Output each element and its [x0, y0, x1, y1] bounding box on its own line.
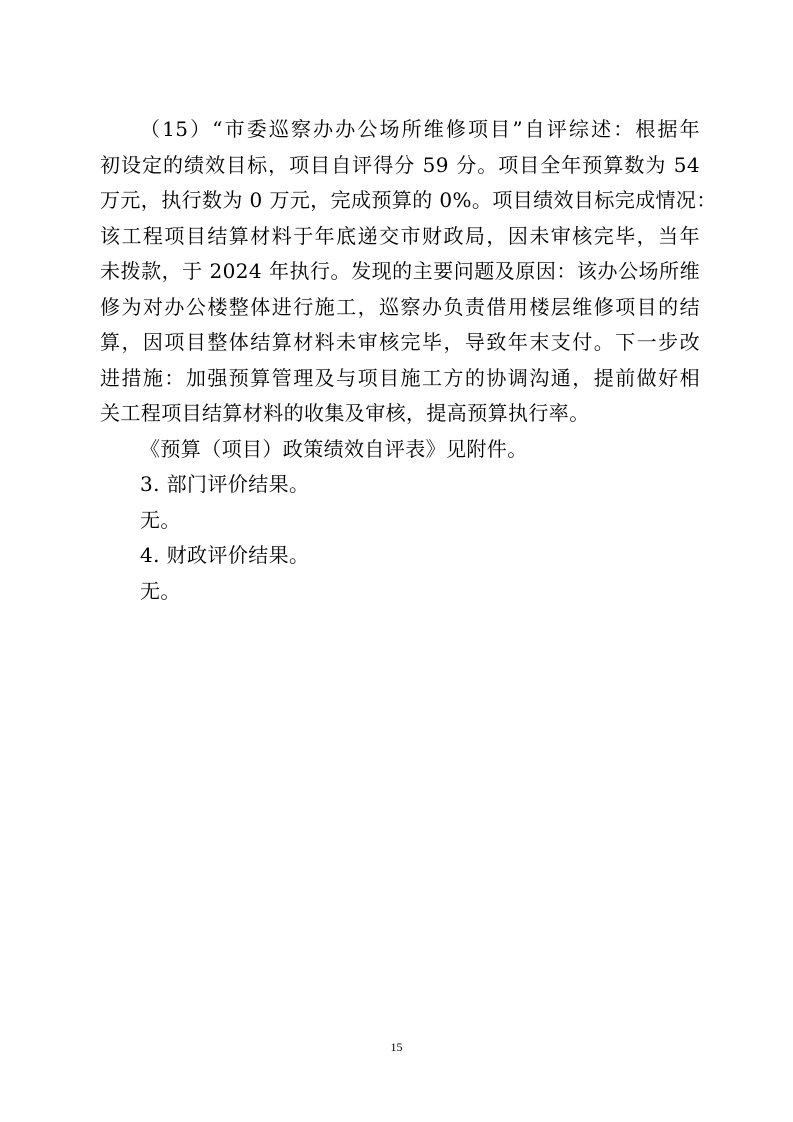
paragraph-line: 进措施：加强预算管理及与项目施工方的协调沟通，提前做好相	[100, 365, 700, 390]
paragraph-line: 未拨款，于 2024 年执行。发现的主要问题及原因：该办公场所维	[100, 259, 700, 283]
paragraph-line: 关工程项目结算材料的收集及审核，提高预算执行率。	[100, 401, 590, 425]
paragraph-line: 该工程项目结算材料于年底递交市财政局，因未审核完毕，当年	[100, 223, 700, 248]
finance-eval-heading: 4. 财政评价结果。	[140, 543, 310, 567]
item-15-paragraph	[100, 112, 717, 432]
paragraph-line: （15）“市委巡察办办公场所维修项目”自评综述：根据年	[140, 117, 700, 141]
paragraph-line: 算，因项目整体结算材料未审核完毕，导致年末支付。下一步改	[100, 330, 700, 354]
finance-eval-body: 无。	[140, 578, 181, 603]
body-text	[100, 112, 717, 609]
dept-eval-body: 无。	[140, 507, 181, 532]
attachment-note: 《预算（项目）政策绩效自评表》见附件。	[140, 436, 528, 461]
paragraph-line: 修为对办公楼整体进行施工，巡察办负责借用楼层维修项目的结	[100, 294, 700, 319]
paragraph-line: 万元，执行数为 0 万元，完成预算的 0%。项目绩效目标完成情况：	[100, 188, 717, 212]
page-number: 15	[390, 1040, 403, 1054]
dept-eval-heading: 3. 部门评价结果。	[140, 472, 310, 496]
paragraph-line: 初设定的绩效目标，项目自评得分 59 分。项目全年预算数为 54	[100, 152, 700, 177]
